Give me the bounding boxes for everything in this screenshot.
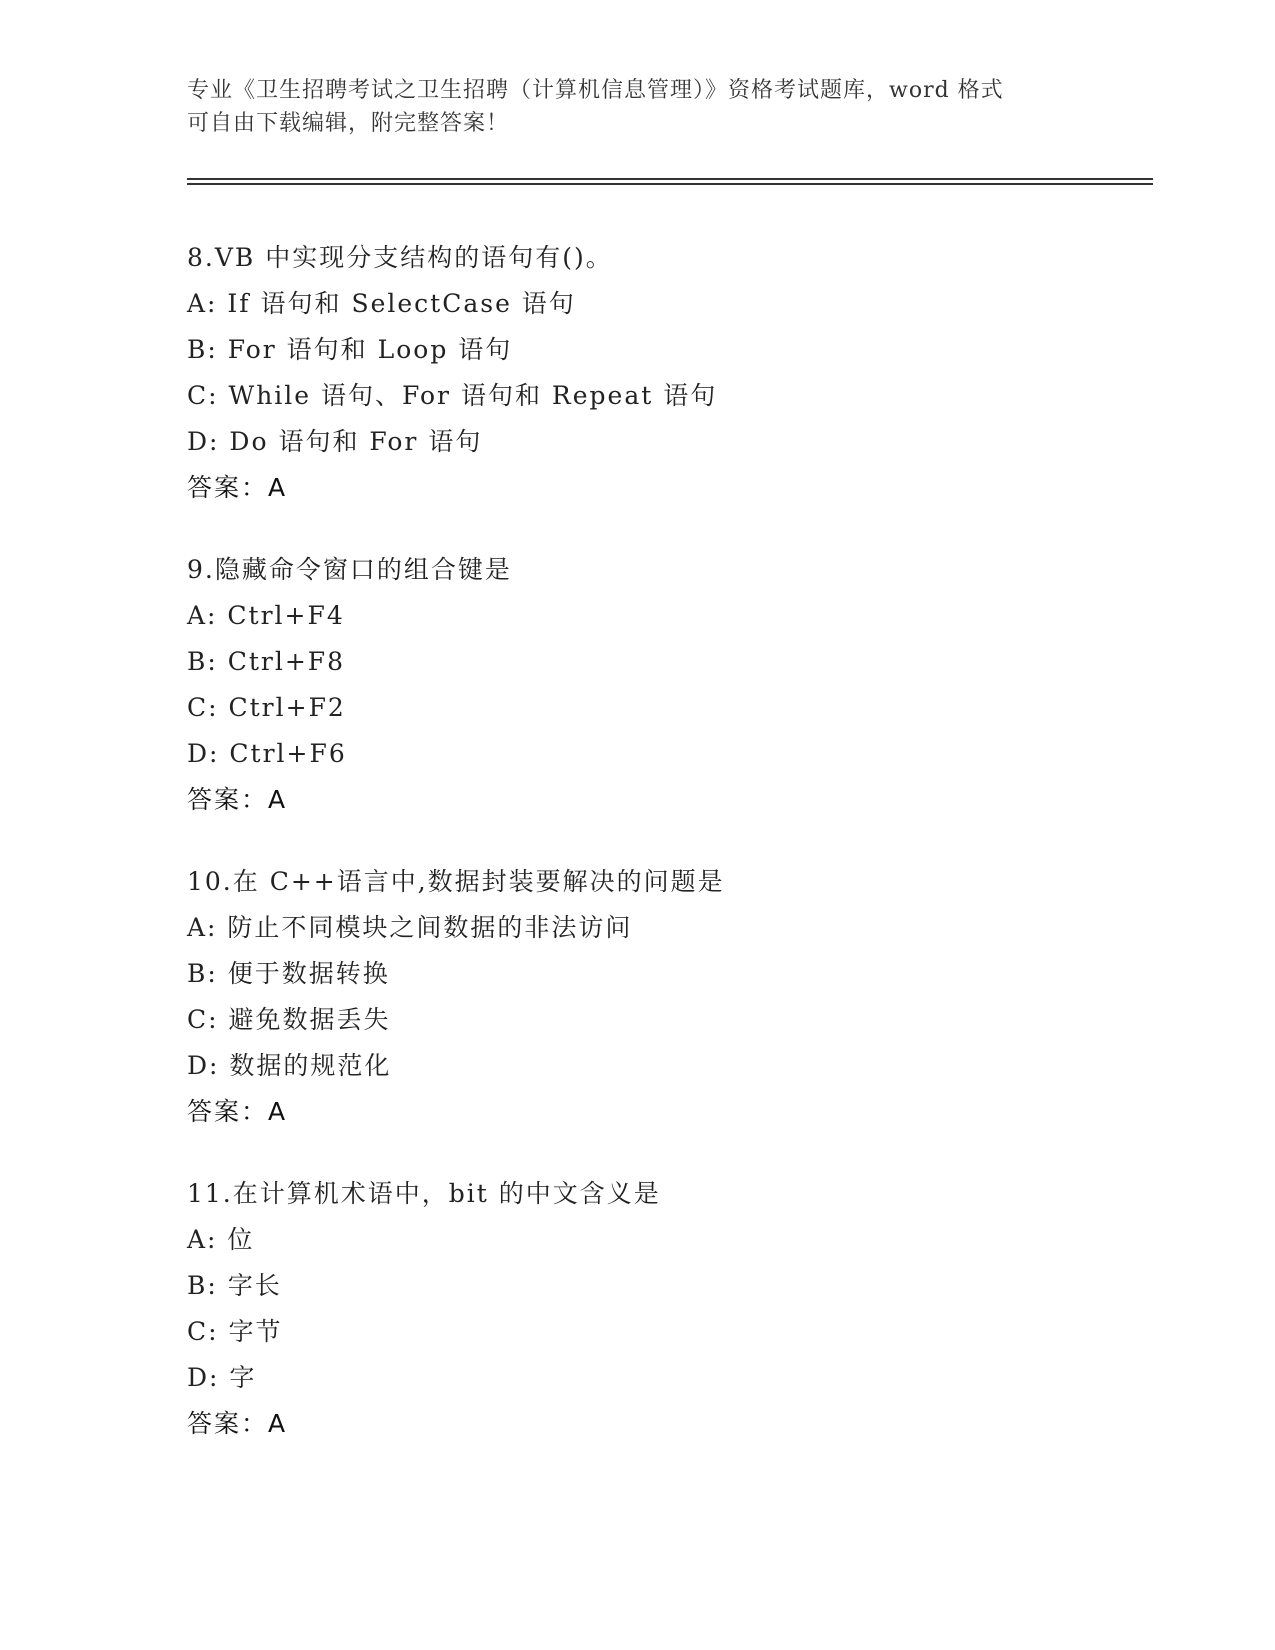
option-c: C: 避免数据丢失 bbox=[187, 1005, 391, 1034]
option-c: C: 字节 bbox=[187, 1317, 283, 1346]
question-title: 10.在 C++语言中,数据封装要解决的问题是 bbox=[187, 867, 725, 896]
question-11 bbox=[187, 1171, 1147, 1447]
option-b: B: Ctrl+F8 bbox=[187, 647, 346, 676]
option-b: B: 字长 bbox=[187, 1271, 282, 1300]
option-d: D: 数据的规范化 bbox=[187, 1051, 392, 1080]
header-line-1: 专业《卫生招聘考试之卫生招聘（计算机信息管理）》资格考试题库，word 格式 bbox=[187, 78, 1004, 103]
question-title: 11.在计算机术语中，bit 的中文含义是 bbox=[187, 1179, 661, 1208]
answer-label: 答案：A bbox=[187, 1409, 288, 1438]
answer-label: 答案：A bbox=[187, 1097, 288, 1126]
question-list bbox=[187, 235, 1147, 1483]
document-header bbox=[187, 74, 1087, 140]
question-8 bbox=[187, 235, 1147, 511]
option-d: D: 字 bbox=[187, 1363, 257, 1392]
option-c: C: While 语句、For 语句和 Repeat 语句 bbox=[187, 381, 718, 410]
option-a: A: 防止不同模块之间数据的非法访问 bbox=[187, 913, 633, 942]
option-d: D: Ctrl+F6 bbox=[187, 739, 347, 768]
option-a: A: Ctrl+F4 bbox=[187, 601, 345, 630]
answer-label: 答案：A bbox=[187, 473, 288, 502]
question-title: 9.隐藏命令窗口的组合键是 bbox=[187, 555, 512, 584]
option-a: A: If 语句和 SelectCase 语句 bbox=[187, 289, 576, 318]
option-b: B: For 语句和 Loop 语句 bbox=[187, 335, 513, 364]
header-line-2: 可自由下载编辑，附完整答案！ bbox=[187, 111, 510, 136]
option-d: D: Do 语句和 For 语句 bbox=[187, 427, 483, 456]
question-9 bbox=[187, 547, 1147, 823]
option-c: C: Ctrl+F2 bbox=[187, 693, 346, 722]
question-10 bbox=[187, 859, 1147, 1135]
header-divider-top bbox=[187, 178, 1153, 180]
question-title: 8.VB 中实现分支结构的语句有()。 bbox=[187, 243, 613, 272]
header-divider-bottom bbox=[187, 183, 1153, 185]
option-a: A: 位 bbox=[187, 1225, 255, 1254]
answer-label: 答案：A bbox=[187, 785, 288, 814]
option-b: B: 便于数据转换 bbox=[187, 959, 390, 988]
